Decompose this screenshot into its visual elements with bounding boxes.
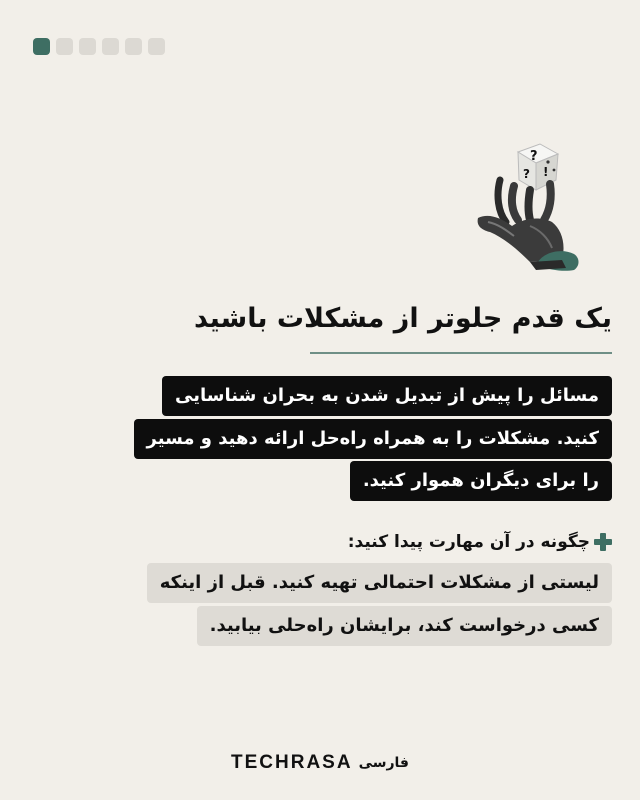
plus-icon — [594, 533, 612, 551]
pager-dot-4[interactable] — [102, 38, 119, 55]
hand-holding-dice-icon — [470, 140, 590, 280]
title-underline — [310, 352, 612, 354]
pager-dot-5[interactable] — [125, 38, 142, 55]
pager-dot-1[interactable] — [33, 38, 50, 55]
paragraph-line-1: مسائل را پیش از تبدیل شدن به بحران شناسایی — [162, 376, 612, 416]
pager-dot-2[interactable] — [56, 38, 73, 55]
how-to-line-1: لیستی از مشکلات احتمالی تهیه کنید. قبل از اینکه — [147, 563, 612, 603]
brand-logo — [0, 752, 640, 774]
brand-latin: TECHRASA — [231, 752, 353, 773]
svg-text:?: ? — [530, 149, 538, 164]
how-to-line-2: کسی درخواست کند، برایشان راه‌حلی بیابید. — [197, 606, 612, 646]
how-to-heading — [348, 532, 612, 552]
pager-dot-6[interactable] — [148, 38, 165, 55]
pager-dot-3[interactable] — [79, 38, 96, 55]
page-title: یک قدم جلوتر از مشکلات باشید — [194, 303, 612, 334]
svg-text:!: ! — [543, 165, 549, 179]
svg-text:?: ? — [523, 167, 530, 181]
brand-farsi: فارسی — [358, 755, 409, 771]
paragraph-line-3: را برای دیگران هموار کنید. — [350, 461, 612, 501]
paragraph-line-2: کنید. مشکلات را به همراه راه‌حل ارائه دهید و مسیر — [134, 419, 612, 459]
how-to-heading-text: چگونه در آن مهارت پیدا کنید: — [347, 532, 590, 552]
slide-pager — [33, 38, 165, 55]
